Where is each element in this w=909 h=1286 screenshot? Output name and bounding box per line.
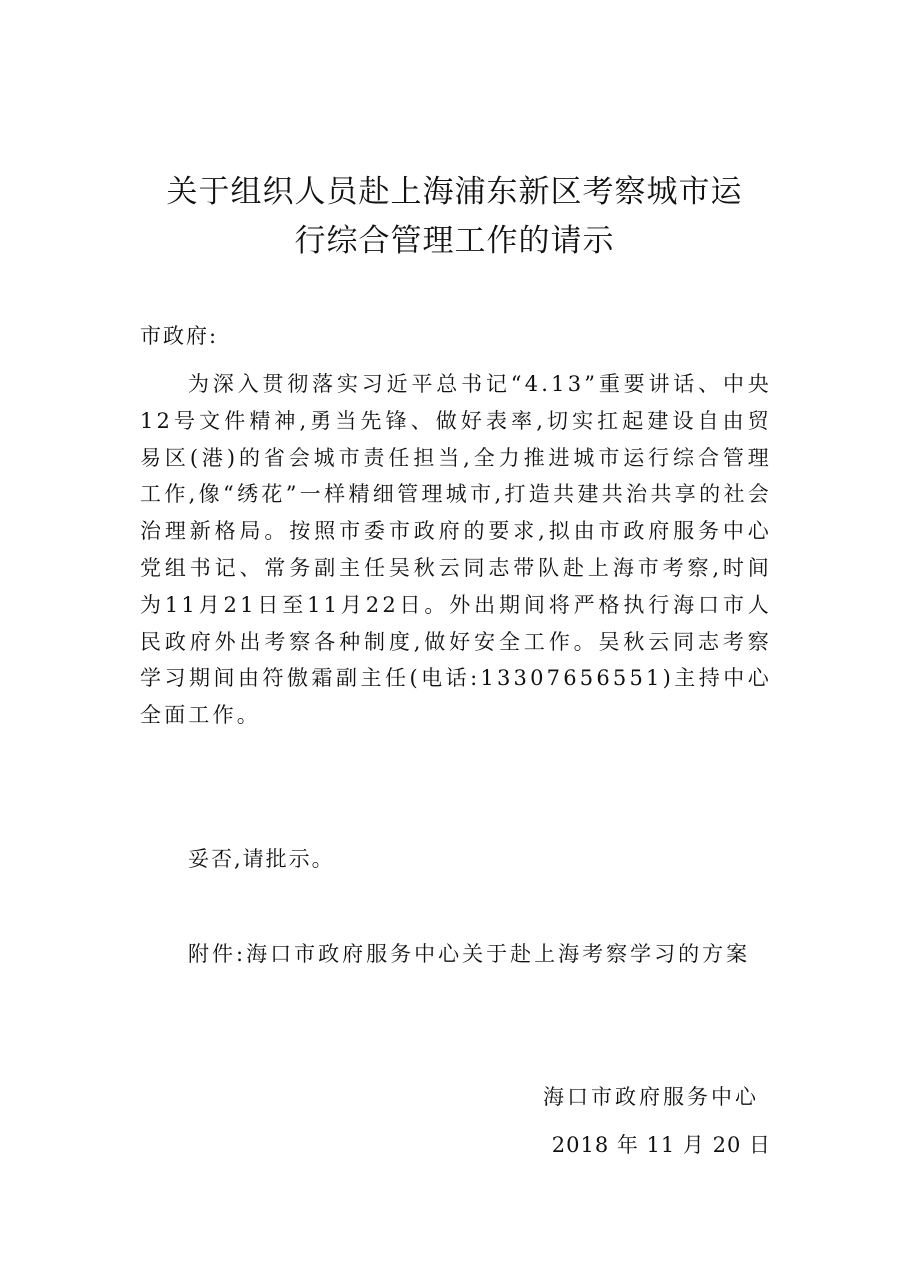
signer: 海口市政府服务中心 bbox=[543, 1085, 759, 1109]
document-title-line-2: 行综合管理工作的请示 bbox=[294, 223, 615, 259]
closing-line: 妥否,请批示。 bbox=[188, 847, 335, 871]
salutation: 市政府: bbox=[140, 324, 219, 348]
attachment-line: 附件:海口市政府服务中心关于赴上海考察学习的方案 bbox=[188, 942, 751, 966]
document-date: 2018 年 11 月 20 日 bbox=[551, 1133, 771, 1157]
document-title-line-1: 关于组织人员赴上海浦东新区考察城市运 bbox=[166, 174, 743, 210]
body-paragraph: 为深入贯彻落实习近平总书记“4.13”重要讲话、中央12号文件精神,勇当先锋、做好表率,切实扛起建设自由贸易区(港)的省会城市责任担当,全力推进城市运行综合管理工作,像“绣花”一样精细管理城市,打造共建共治共享的社会治理新格局。按照市委市政府的要求,拟由市政府服务中心党组书记、常务副主任吴秋云同志带队赴上海市考察,时间为11月21日至11月22日。外出期间将严格执行海口市人民政府外出考察各种制度,做好安全工作。吴秋云同志考察学习期间由符傲霜副主任(电话:13307656551)主持中心全面工作。 bbox=[140, 372, 772, 728]
